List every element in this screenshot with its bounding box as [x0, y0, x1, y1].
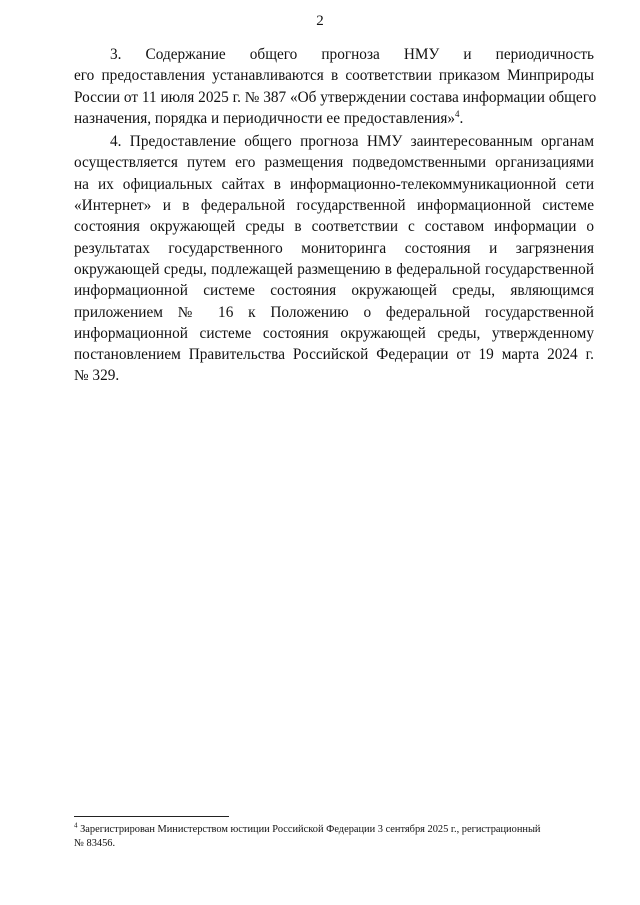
text-line: результатах государственного мониторинга состояния и загрязнения	[74, 239, 594, 257]
text-line: приложением № 16 к Положению о федеральной государственной	[74, 303, 594, 321]
footnote-reference[interactable]: 4	[455, 108, 460, 119]
text-line: России от 11 июля 2025 г. № 387 «Об утверждении состава информации общего	[74, 88, 597, 106]
paragraph-4	[74, 131, 594, 387]
text-line-with-footnote	[74, 108, 594, 129]
footnote-line	[74, 823, 594, 837]
footnote-number: 4	[74, 821, 78, 830]
text-line: 3. Содержание общего прогноза НМУ и периодичность	[110, 46, 594, 63]
text-line: назначения, порядка и периодичности ее предоставления»	[74, 109, 456, 127]
text-line: осуществляется путем его размещения подведомственными организациями	[74, 154, 594, 172]
text-line: 4. Предоставление общего прогноза НМУ заинтересованным органам	[110, 133, 594, 151]
text-line: № 329.	[74, 367, 120, 385]
text-line: постановлением Правительства Российской Федерации от 19 марта 2024 г.	[74, 346, 594, 364]
paragraph-3	[74, 44, 597, 129]
text-line: «Интернет» и в федеральной государственной информационной системе	[74, 197, 594, 215]
text-line: на их официальных сайтах в информационно-телекоммуникационной сети	[74, 175, 594, 193]
footnote	[74, 823, 594, 851]
text-line: информационной системе состояния окружающей среды, являющимся	[74, 282, 594, 300]
text-line: состояния окружающей среды в соответствии с составом информации о	[74, 218, 594, 236]
document-body	[74, 44, 597, 389]
footnote-separator	[74, 816, 229, 817]
text-line: окружающей среды, подлежащей размещению в федеральной государственной	[74, 260, 594, 278]
sentence-end: .	[459, 109, 464, 127]
text-line: информационной системе состояния окружающей среды, утвержденному	[74, 324, 594, 342]
footnote-text: Зарегистрирован Министерством юстиции Российской Федерации 3 сентября 2025 г., регистрационный	[77, 824, 541, 835]
text-line: его предоставления устанавливаются в соответствии приказом Минприроды	[74, 67, 594, 85]
footnote-line: № 83456.	[74, 838, 116, 849]
page-number: 2	[316, 13, 324, 29]
